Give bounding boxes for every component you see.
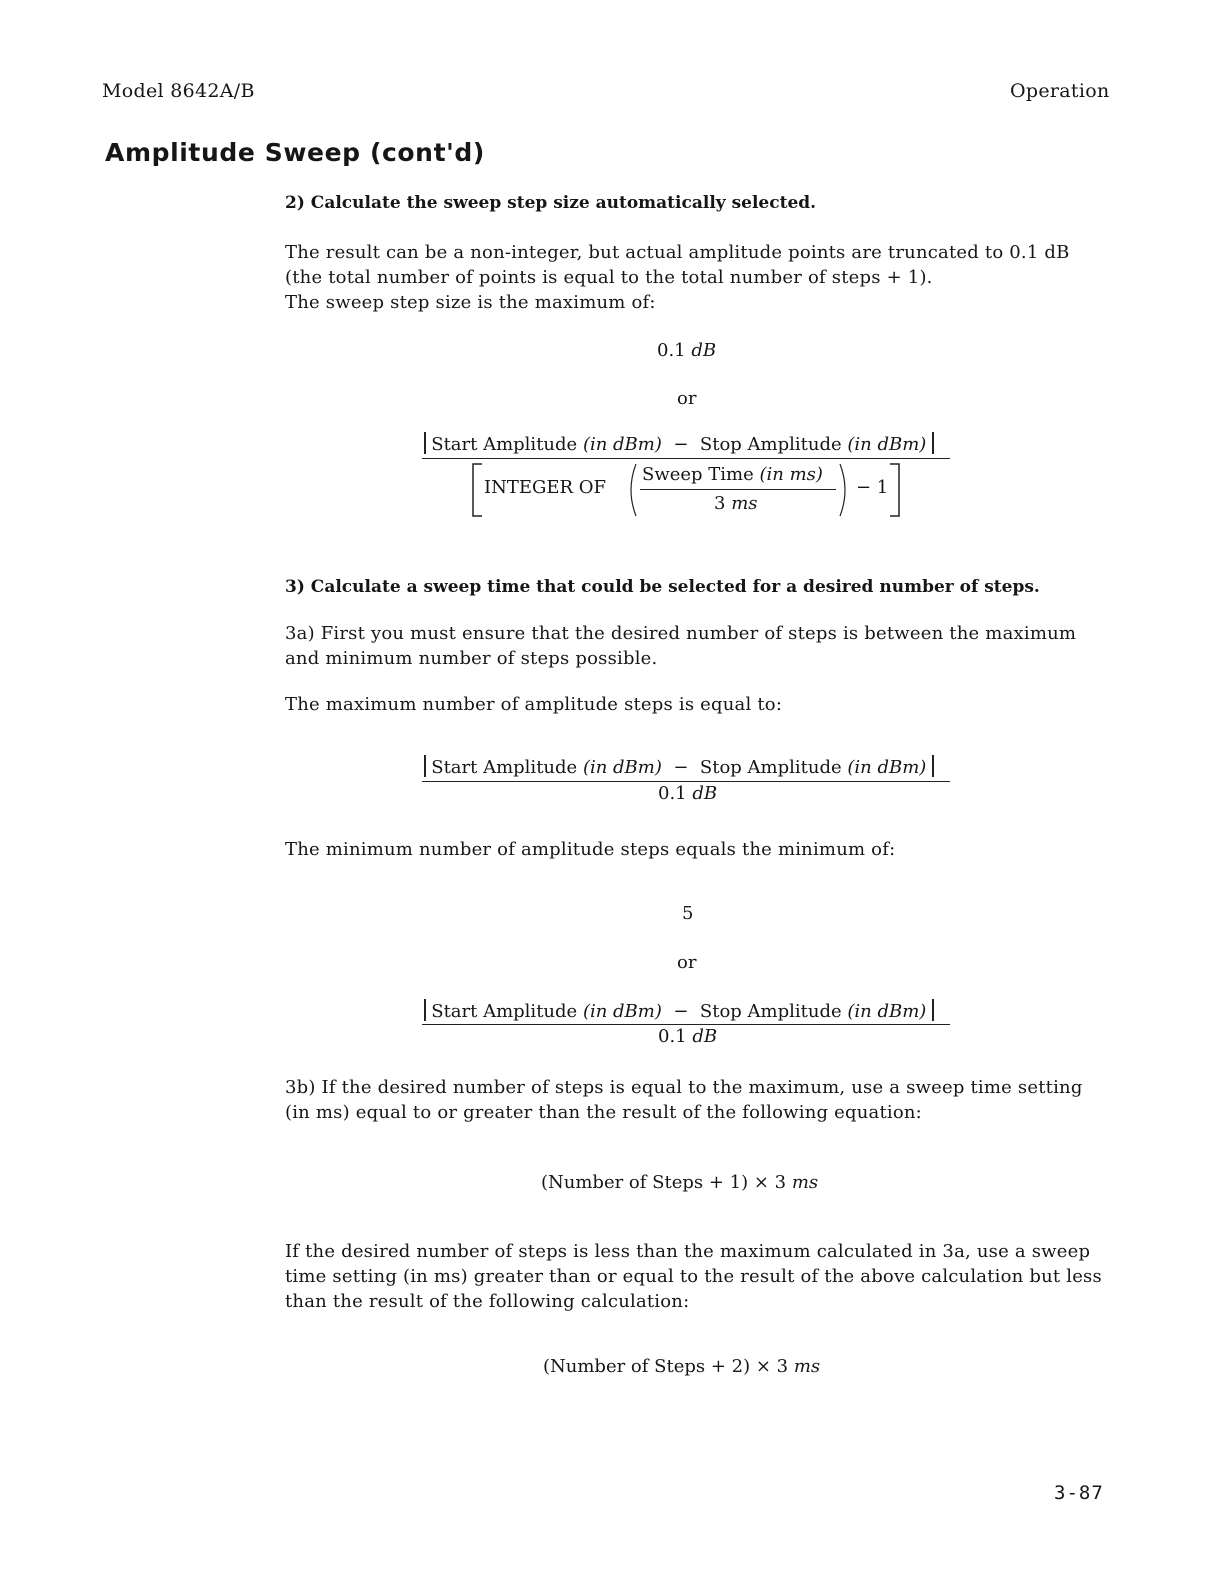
numerator-start: Start Amplitude	[431, 1001, 578, 1022]
numerator-unit-2: (in dBm)	[847, 1001, 927, 1022]
numerator-unit-2: (in dBm)	[847, 434, 927, 455]
denominator-value: 0.1	[658, 1026, 687, 1047]
step-size-numerator	[424, 432, 934, 455]
option-1-value: 0.1	[657, 340, 686, 361]
step-3-heading: 3) Calculate a sweep time that could be selected for a desired number of steps.	[285, 577, 1040, 597]
abs-bar-left	[424, 999, 426, 1021]
equation-steps-plus-one	[541, 1172, 818, 1193]
denominator-unit: dB	[692, 1026, 718, 1047]
integer-of-label: INTEGER OF	[484, 477, 607, 498]
numerator-stop: Stop Amplitude	[699, 757, 842, 778]
numerator-start: Start Amplitude	[431, 434, 578, 455]
equation-text: (Number of Steps + 1) × 3	[541, 1172, 787, 1193]
right-paren	[838, 462, 852, 518]
min-steps-intro: The minimum number of amplitude steps equals the minimum of:	[285, 839, 896, 860]
numerator-minus: −	[673, 1001, 689, 1022]
numerator-unit-1: (in dBm)	[582, 1001, 662, 1022]
running-header-model: Model 8642A/B	[102, 80, 255, 102]
abs-bar-left	[424, 755, 426, 777]
step-3c-line-3: than the result of the following calculation:	[285, 1291, 690, 1312]
sweep-time-numerator	[642, 464, 823, 485]
equation-unit: ms	[791, 1172, 819, 1193]
min-steps-option-1: 5	[682, 903, 694, 924]
max-steps-fraction-line	[422, 781, 950, 782]
three-value: 3	[714, 493, 726, 514]
left-paren	[624, 462, 638, 518]
three-ms-denominator	[714, 493, 758, 514]
numerator-start: Start Amplitude	[431, 757, 578, 778]
sweep-time-label: Sweep Time	[642, 464, 754, 485]
step-3c-paragraph	[285, 1239, 1105, 1314]
step-size-fraction-line	[422, 458, 950, 459]
equation-unit: ms	[793, 1356, 821, 1377]
or-separator-2: or	[677, 952, 697, 973]
step-3a-line-2: and minimum number of steps possible.	[285, 648, 658, 669]
step-2-para-line-3: The sweep step size is the maximum of:	[285, 292, 656, 313]
denominator-value: 0.1	[658, 783, 687, 804]
step-size-option-1	[657, 340, 716, 361]
page-number: 3-87	[1054, 1482, 1104, 1504]
numerator-stop: Stop Amplitude	[699, 434, 842, 455]
step-2-para-line-1: The result can be a non-integer, but actual amplitude points are truncated to 0.1 dB	[285, 242, 1070, 263]
running-header-section: Operation	[1010, 80, 1110, 102]
step-3a-paragraph	[285, 621, 1105, 671]
step-2-paragraph	[285, 240, 1105, 315]
numerator-minus: −	[673, 434, 689, 455]
step-3a-line-1: 3a) First you must ensure that the desired number of steps is between the maximum	[285, 623, 1077, 644]
min-steps-numerator	[424, 999, 934, 1022]
min-steps-denominator	[658, 1026, 717, 1047]
page-title: Amplitude Sweep (cont'd)	[105, 138, 485, 167]
abs-bar-right	[932, 432, 934, 454]
max-steps-numerator	[424, 755, 934, 778]
equation-text: (Number of Steps + 2) × 3	[543, 1356, 789, 1377]
sweep-time-unit: (in ms)	[759, 464, 823, 485]
or-separator-1: or	[677, 388, 697, 409]
step-2-heading: 2) Calculate the sweep step size automatically selected.	[285, 193, 817, 213]
ms-unit: ms	[731, 493, 758, 514]
denominator-unit: dB	[692, 783, 718, 804]
numerator-unit-1: (in dBm)	[582, 434, 662, 455]
step-3b-line-1: 3b) If the desired number of steps is equal to the maximum, use a sweep time setting	[285, 1077, 1083, 1098]
max-steps-denominator	[658, 783, 717, 804]
abs-bar-left	[424, 432, 426, 454]
min-steps-fraction-line	[422, 1024, 950, 1025]
numerator-unit-2: (in dBm)	[847, 757, 927, 778]
abs-bar-right	[932, 999, 934, 1021]
right-square-bracket	[888, 462, 902, 518]
numerator-unit-1: (in dBm)	[582, 757, 662, 778]
equation-steps-plus-two	[543, 1356, 820, 1377]
numerator-stop: Stop Amplitude	[699, 1001, 842, 1022]
step-3c-line-1: If the desired number of steps is less than the maximum calculated in 3a, use a sweep	[285, 1241, 1091, 1262]
step-3b-line-2: (in ms) equal to or greater than the result of the following equation:	[285, 1102, 922, 1123]
max-steps-intro: The maximum number of amplitude steps is equal to:	[285, 694, 783, 715]
step-3b-paragraph	[285, 1075, 1105, 1125]
numerator-minus: −	[673, 757, 689, 778]
minus-one: − 1	[856, 477, 889, 498]
left-square-bracket	[470, 462, 484, 518]
step-2-para-line-2: (the total number of points is equal to the total number of steps + 1).	[285, 267, 933, 288]
step-3c-line-2: time setting (in ms) greater than or equal to the result of the above calculation but less	[285, 1266, 1102, 1287]
option-1-unit: dB	[691, 340, 717, 361]
sweep-time-fraction-line	[640, 489, 836, 490]
abs-bar-right	[932, 755, 934, 777]
